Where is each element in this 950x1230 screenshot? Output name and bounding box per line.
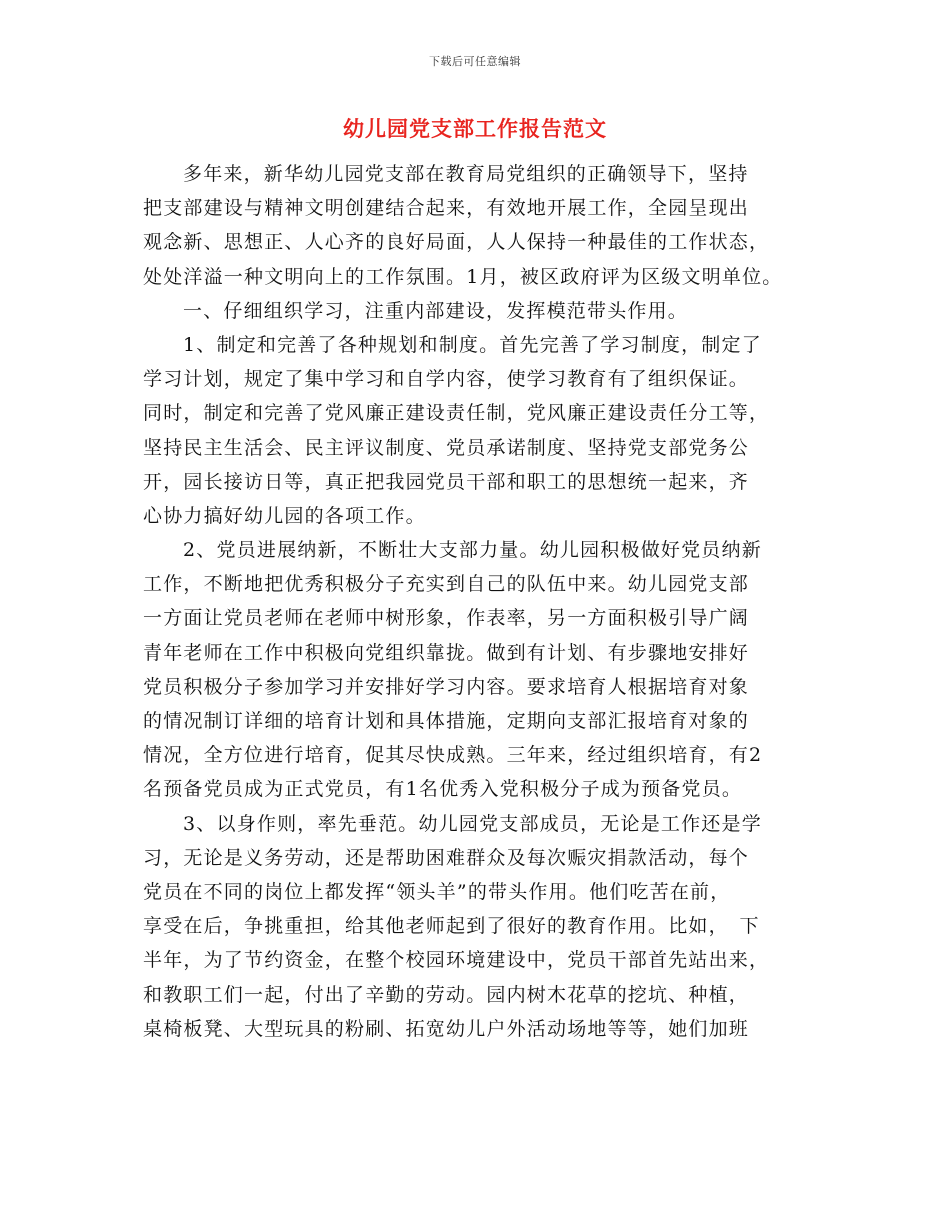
paragraph-line: 1、制定和完善了各种规划和制度。首先完善了学习制度，制定了 — [183, 333, 762, 356]
paragraph-line: 处处洋溢一种文明向上的工作氛围。1月，被区政府评为区级文明单位。 — [143, 265, 783, 288]
paragraph-line: 桌椅板凳、大型玩具的粉刷、拓宽幼儿户外活动场地等等，她们加班 — [143, 1017, 750, 1040]
paragraph-line: 工作，不断地把优秀积极分子充实到自己的队伍中来。幼儿园党支部 — [143, 573, 750, 596]
paragraph-line: 和教职工们一起，付出了辛勤的劳动。园内树木花草的挖坑、种植， — [143, 983, 750, 1006]
paragraph-line: 心协力搞好幼儿园的各项工作。 — [143, 504, 426, 527]
paragraph-line: 的情况制订详细的培育计划和具体措施，定期向支部汇报培育对象的 — [143, 710, 750, 732]
section-heading-line: 一、仔细组织学习，注重内部建设，发挥模范带头作用。 — [183, 299, 689, 322]
paragraph-line: 半年，为了节约资金，在整个校园环境建设中，党员干部首先站出来， — [143, 949, 770, 972]
paragraph-line: 党员在不同的岗位上都发挥“领头羊”的带头作用。他们吃苦在前， — [143, 880, 731, 903]
paragraph-line: 多年来，新华幼儿园党支部在教育局党组织的正确领导下，坚持 — [183, 163, 749, 185]
paragraph-line: 观念新、思想正、人心齐的良好局面，人人保持一种最佳的工作状态， — [143, 231, 770, 254]
paragraph-line: 享受在后，争挑重担，给其他老师起到了很好的教育作用。比如， 下 — [143, 915, 760, 938]
paragraph-line: 情况，全方位进行培育，促其尽快成熟。三年来，经过组织培育，有2 — [143, 744, 763, 767]
paragraph-line: 青年老师在工作中积极向党组织靠拢。做到有计划、有步骤地安排好 — [143, 641, 750, 664]
paragraph-line: 同时，制定和完善了党风廉正建设责任制，党风廉正建设责任分工等， — [143, 402, 770, 425]
paragraph-line: 坚持民主生活会、民主评议制度、党员承诺制度、坚持党支部党务公 — [143, 436, 750, 459]
paragraph-line: 学习计划，规定了集中学习和自学内容，使学习教育有了组织保证。 — [143, 368, 750, 391]
paragraph-line: 把支部建设与精神文明创建结合起来，有效地开展工作，全园呈现出 — [143, 197, 750, 220]
paragraph-line: 党员积极分子参加学习并安排好学习内容。要求培育人根据培育对象 — [143, 675, 750, 698]
paragraph-line: 名预备党员成为正式党员，有1名优秀入党积极分子成为预备党员。 — [143, 778, 743, 801]
header-note: 下载后可任意编辑 — [429, 55, 521, 68]
document-title: 幼儿园党支部工作报告范文 — [343, 116, 607, 141]
paragraph-line: 习，无论是义务劳动，还是帮助困难群众及每次赈灾捐款活动，每个 — [143, 846, 750, 869]
paragraph-line: 一方面让党员老师在老师中树形象，作表率，另一方面积极引导广阔 — [143, 607, 750, 630]
paragraph-line: 2、党员进展纳新，不断壮大支部力量。幼儿园积极做好党员纳新 — [183, 539, 762, 562]
paragraph-line: 开，园长接访日等，真正把我园党员干部和职工的思想统一起来，齐 — [143, 470, 750, 493]
paragraph-line: 3、以身作则，率先垂范。幼儿园党支部成员，无论是工作还是学 — [183, 812, 762, 835]
document-body — [143, 157, 833, 1046]
